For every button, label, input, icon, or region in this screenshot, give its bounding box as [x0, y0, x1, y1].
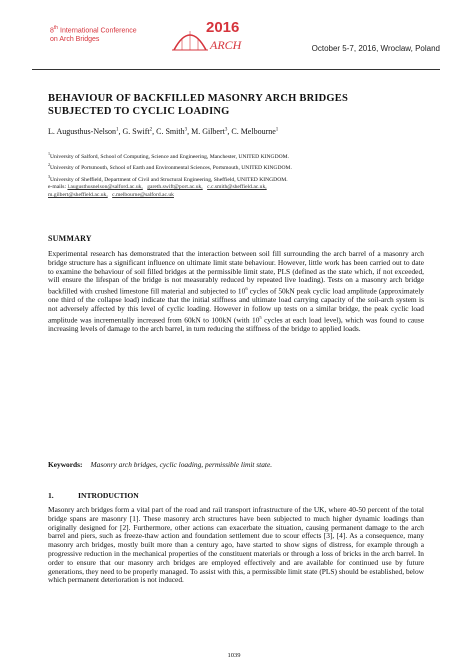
- section-heading-introduction: [48, 491, 139, 500]
- author-affil-sup: 3: [184, 127, 188, 133]
- conference-ordinal-suffix: th: [53, 25, 59, 31]
- affiliation-text: University of Portsmouth, School of Earth and Environmental Sciences, Portsmouth, UNITED KINGDOM.: [50, 165, 292, 172]
- affiliation-item: [48, 161, 438, 172]
- page-number: 1039: [227, 652, 241, 659]
- summary-text-part2: cycles of 50kN peak cyclic load amplitude (approximately one third of the collapse load) indicate that the initial stiffness and ultimate load carrying capacity of the soil-arch system is not adversely affected by this level of cyclic loading. However in follow up tests on a similar bridge, the peak cyclic load amplitude was incrementally increased from 60kN to 100kN (with 10: [48, 286, 424, 325]
- summary-text-part3: cycles at each load level), which was found to cause increasing levels of damage to the arch barrel, in turn reducing the stiffness of the bridge to applied loads.: [48, 315, 424, 334]
- conference-dateline: October 5-7, 2016, Wroclaw, Poland: [311, 44, 440, 53]
- email-label: e-mails:: [48, 184, 67, 190]
- affiliation-sup: 3: [48, 173, 50, 179]
- author-name: C. Smith: [156, 127, 185, 136]
- conference-header: [32, 16, 442, 68]
- author-name: C. Melbourne: [231, 127, 276, 136]
- author-list: L. Augusthus-Nelson$^1$, G. Swift$^2$, C. Smith$^3$, M. Gilbert$^3$, C. Melbourne$^1$: [48, 127, 279, 136]
- author-affil-sup: 2: [149, 127, 153, 133]
- paper-title: [48, 92, 428, 118]
- summary-exponent: 6: [245, 286, 248, 292]
- email-list: [48, 183, 438, 200]
- affiliation-sup: 1: [48, 151, 50, 156]
- email-link[interactable]: m.gilbert@sheffield.ac.uk,: [48, 192, 108, 199]
- author-name: L. Augusthus-Nelson: [48, 127, 116, 136]
- paper-title-line2: SUBJECTED TO CYCLIC LOADING: [48, 106, 230, 117]
- author-name: G. Swift: [122, 127, 150, 136]
- introduction-paragraph: Masonry arch bridges form a vital part of the road and rail transport infrastructure of the UK, where 40-50 percent of the total bridge spans are masonry [1]. These masonry arch structures have been subjected to much higher dynamic loadings than originally designed for [2]. Furthermore, other actions can exacerbate the situation, causing permanent damage to the arch barrel and piers, such as freeze-thaw action and foundation settlement due to scour effects [3], [4]. As a consequence, many masonry arch bridges, mostly built more than a century ago, have started to show signs of distress, for example through a progressive reduction in the mechanical properties of the constituent materials or through a loss of bricks in the arch barrel. In order to ensure that our masonry arch bridges are employed effectively and are available for continued use by future generations, they need to be properly managed. To assist with this, a permissible limit state (PLS) should be established, below which permanent deterioration is not induced.: [48, 505, 424, 585]
- paper-title-line1: BEHAVIOUR OF BACKFILLED MASONRY ARCH BRIDGES: [48, 93, 349, 104]
- email-link[interactable]: c.melbourne@salford.ac.uk: [112, 192, 174, 199]
- section-number: 1.: [48, 491, 54, 500]
- summary-text-part1: Experimental research has demonstrated that the interaction between soil fill surrounding the arch barrel of a masonry arch bridge structure has a significant influence on ultimate limit state behaviour. However, little work has been carried out to date to examine the behaviour of soil filled bridges at the permissible limit state, PLS (defined as the state which, if not exceeded, will ensure the lifespan of the bridge is not measurably reduced by repeated live loading). Tests on a masonry arch bridge backfilled with crushed limestone fill material and subjected to 10: [48, 249, 424, 296]
- affiliation-list: [48, 150, 438, 184]
- logo-year: 2016: [206, 19, 240, 36]
- email-link[interactable]: l.augusthusnelson@salford.ac.uk,: [67, 184, 143, 190]
- summary-heading: SUMMARY: [48, 234, 92, 243]
- author-affil-sup: 1: [275, 127, 279, 133]
- keywords-text: Masonry arch bridges, cyclic loading, permissible limit state.: [90, 460, 273, 469]
- author-affil-sup: 1: [116, 127, 119, 133]
- author-name: M. Gilbert: [191, 127, 225, 136]
- conference-name: [50, 24, 180, 44]
- affiliation-item: [48, 150, 438, 161]
- email-link[interactable]: gareth.swift@port.ac.uk,: [147, 184, 203, 190]
- author-affil-sup: 3: [224, 127, 228, 133]
- conference-line2: on Arch Bridges: [50, 36, 100, 44]
- email-link[interactable]: c.c.smith@sheffield.ac.uk,: [207, 184, 267, 190]
- section-title: INTRODUCTION: [78, 491, 139, 500]
- keywords-line: [48, 460, 424, 469]
- logo-word: ARCH: [210, 38, 242, 52]
- arch-conference-logo: [172, 16, 244, 58]
- summary-exponent: 5: [259, 315, 262, 321]
- keywords-label: Keywords:: [48, 460, 83, 469]
- affiliation-text: University of Salford, School of Computing, Science and Engineering, Manchester, UNITED KINGDOM.: [50, 153, 290, 160]
- affiliation-sup: 2: [48, 162, 50, 168]
- conference-line1: International Conference: [58, 27, 137, 35]
- summary-paragraph: [48, 250, 424, 334]
- conference-ordinal: 8: [50, 27, 54, 35]
- affiliation-text: University of Sheffield, Department of Civil and Structural Engineering, Sheffield, UNITED KINGDOM.: [50, 176, 288, 183]
- header-divider: [32, 69, 440, 70]
